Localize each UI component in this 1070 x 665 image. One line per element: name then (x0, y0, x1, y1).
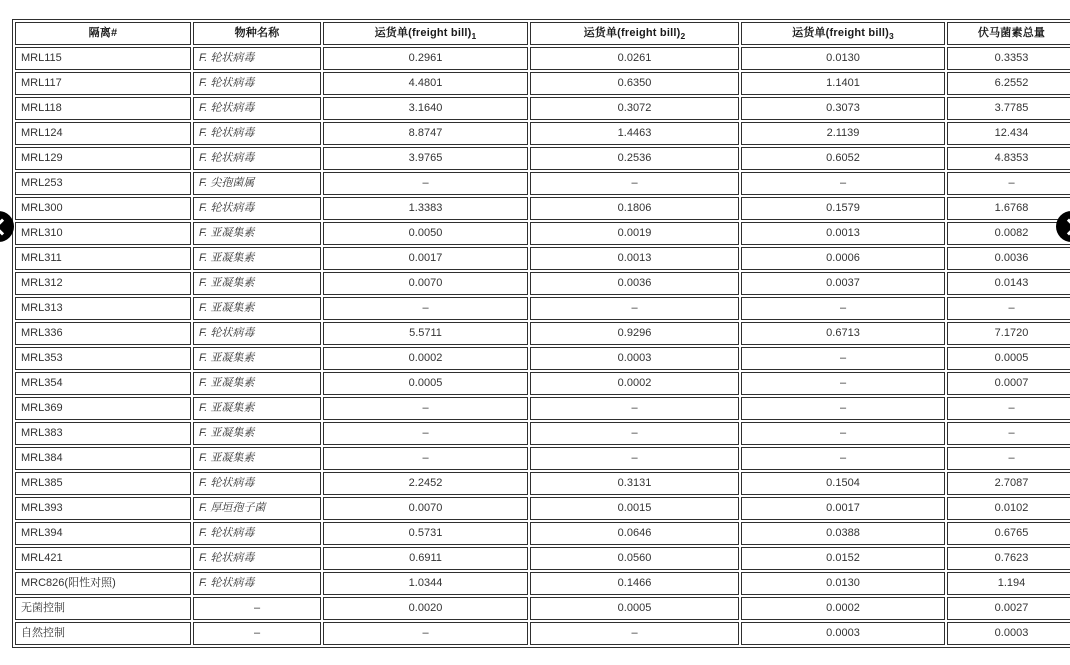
freight-bill-3-cell: 0.3073 (741, 97, 945, 120)
table-row (15, 172, 1070, 195)
freight-bill-3-cell: – (741, 297, 945, 320)
isolate-cell: MRL312 (15, 272, 191, 295)
species-cell: F. 亚凝集素 (193, 247, 321, 270)
freight-bill-3-cell: 1.1401 (741, 72, 945, 95)
total-fumonisin-cell: 0.0082 (947, 222, 1070, 245)
species-cell: – (193, 622, 321, 645)
total-fumonisin-cell: 0.6765 (947, 522, 1070, 545)
isolate-cell: MRL394 (15, 522, 191, 545)
column-header-label: 物种名称 (234, 27, 280, 39)
freight-bill-2-cell: – (530, 622, 739, 645)
species-cell: F. 亚凝集素 (193, 422, 321, 445)
column-header-label: 隔离# (88, 27, 118, 39)
isolate-cell: MRL313 (15, 297, 191, 320)
freight-bill-3-cell: 0.0003 (741, 622, 945, 645)
chevron-left-icon (0, 218, 10, 235)
species-cell: F. 轮状病毒 (193, 522, 321, 545)
isolate-cell: MRL353 (15, 347, 191, 370)
freight-bill-2-cell: – (530, 297, 739, 320)
total-fumonisin-cell: 0.0143 (947, 272, 1070, 295)
freight-bill-2-cell: 0.0019 (530, 222, 739, 245)
species-cell: – (193, 597, 321, 620)
isolate-cell: 无菌控制 (15, 597, 191, 620)
column-header (323, 22, 528, 45)
species-cell: F. 亚凝集素 (193, 447, 321, 470)
freight-bill-2-cell: 0.0646 (530, 522, 739, 545)
table-row (15, 572, 1070, 595)
total-fumonisin-cell: – (947, 422, 1070, 445)
freight-bill-2-cell: – (530, 447, 739, 470)
table-row (15, 547, 1070, 570)
freight-bill-1-cell: 4.4801 (323, 72, 528, 95)
column-header (947, 22, 1070, 45)
freight-bill-3-cell: – (741, 172, 945, 195)
isolate-cell: MRC826(阳性对照) (15, 572, 191, 595)
isolate-cell: MRL253 (15, 172, 191, 195)
isolate-cell: MRL129 (15, 147, 191, 170)
species-cell: F. 亚凝集素 (193, 372, 321, 395)
freight-bill-2-cell: 0.3131 (530, 472, 739, 495)
table-row (15, 597, 1070, 620)
freight-bill-1-cell: – (323, 422, 528, 445)
column-header-label: 运货单(freight bill) (792, 27, 889, 39)
freight-bill-2-cell: 1.4463 (530, 122, 739, 145)
freight-bill-3-cell: 0.6052 (741, 147, 945, 170)
freight-bill-1-cell: 0.0070 (323, 497, 528, 520)
isolate-cell: MRL311 (15, 247, 191, 270)
freight-bill-3-cell: – (741, 372, 945, 395)
freight-bill-2-cell: 0.0261 (530, 47, 739, 70)
species-cell: F. 轮状病毒 (193, 322, 321, 345)
total-fumonisin-cell: 0.0102 (947, 497, 1070, 520)
freight-bill-3-cell: 0.0130 (741, 572, 945, 595)
isolate-cell: 自然控制 (15, 622, 191, 645)
table-row (15, 322, 1070, 345)
freight-bill-1-cell: – (323, 397, 528, 420)
isolate-cell: MRL383 (15, 422, 191, 445)
species-cell: F. 亚凝集素 (193, 297, 321, 320)
freight-bill-2-cell: 0.0013 (530, 247, 739, 270)
isolate-cell: MRL300 (15, 197, 191, 220)
freight-bill-3-cell: 0.0013 (741, 222, 945, 245)
fumonisin-table (12, 19, 1070, 648)
isolate-cell: MRL369 (15, 397, 191, 420)
species-cell: F. 轮状病毒 (193, 472, 321, 495)
table-row (15, 447, 1070, 470)
column-header-label: 运货单(freight bill) (374, 27, 472, 39)
table-row (15, 472, 1070, 495)
freight-bill-2-cell: 0.0002 (530, 372, 739, 395)
isolate-cell: MRL421 (15, 547, 191, 570)
freight-bill-1-cell: 1.0344 (323, 572, 528, 595)
isolate-cell: MRL117 (15, 72, 191, 95)
column-header (741, 22, 945, 45)
total-fumonisin-cell: 1.194 (947, 572, 1070, 595)
total-fumonisin-cell: 3.7785 (947, 97, 1070, 120)
total-fumonisin-cell: – (947, 447, 1070, 470)
species-cell: F. 轮状病毒 (193, 72, 321, 95)
table-row (15, 272, 1070, 295)
total-fumonisin-cell: 7.1720 (947, 322, 1070, 345)
column-header-label: 伏马菌素总量 (977, 27, 1046, 39)
freight-bill-1-cell: 0.6911 (323, 547, 528, 570)
freight-bill-1-cell: 0.2961 (323, 47, 528, 70)
species-cell: F. 亚凝集素 (193, 272, 321, 295)
species-cell: F. 轮状病毒 (193, 147, 321, 170)
table-row (15, 297, 1070, 320)
table-row (15, 422, 1070, 445)
freight-bill-3-cell: 0.0130 (741, 47, 945, 70)
freight-bill-2-cell: 0.0003 (530, 347, 739, 370)
chevron-right-icon (1060, 218, 1070, 235)
total-fumonisin-cell: 0.0007 (947, 372, 1070, 395)
species-cell: F. 亚凝集素 (193, 397, 321, 420)
freight-bill-2-cell: 0.3072 (530, 97, 739, 120)
freight-bill-2-cell: – (530, 172, 739, 195)
freight-bill-1-cell: 5.5711 (323, 322, 528, 345)
column-header-label: 运货单(freight bill) (583, 27, 681, 39)
table-row (15, 522, 1070, 545)
isolate-cell: MRL354 (15, 372, 191, 395)
table-row (15, 497, 1070, 520)
freight-bill-1-cell: 3.1640 (323, 97, 528, 120)
isolate-cell: MRL336 (15, 322, 191, 345)
table-row (15, 147, 1070, 170)
freight-bill-1-cell: – (323, 297, 528, 320)
total-fumonisin-cell: 0.0036 (947, 247, 1070, 270)
total-fumonisin-cell: 0.0005 (947, 347, 1070, 370)
freight-bill-1-cell: 0.0070 (323, 272, 528, 295)
table-row (15, 72, 1070, 95)
isolate-cell: MRL393 (15, 497, 191, 520)
freight-bill-1-cell: – (323, 622, 528, 645)
freight-bill-1-cell: 2.2452 (323, 472, 528, 495)
freight-bill-1-cell: 0.0017 (323, 247, 528, 270)
isolate-cell: MRL310 (15, 222, 191, 245)
freight-bill-3-cell: – (741, 447, 945, 470)
species-cell: F. 厚垣孢子菌 (193, 497, 321, 520)
total-fumonisin-cell: 0.0003 (947, 622, 1070, 645)
isolate-cell: MRL115 (15, 47, 191, 70)
freight-bill-2-cell: 0.6350 (530, 72, 739, 95)
freight-bill-3-cell: 0.0002 (741, 597, 945, 620)
freight-bill-3-cell: – (741, 397, 945, 420)
freight-bill-1-cell: 1.3383 (323, 197, 528, 220)
freight-bill-2-cell: 0.0015 (530, 497, 739, 520)
column-header (530, 22, 739, 45)
column-header (15, 22, 191, 45)
freight-bill-1-cell: 0.0005 (323, 372, 528, 395)
total-fumonisin-cell: – (947, 172, 1070, 195)
total-fumonisin-cell: 0.7623 (947, 547, 1070, 570)
freight-bill-3-cell: 0.0017 (741, 497, 945, 520)
column-header-subscript: 1 (471, 31, 477, 42)
table-row (15, 372, 1070, 395)
freight-bill-2-cell: 0.9296 (530, 322, 739, 345)
freight-bill-1-cell: 0.0020 (323, 597, 528, 620)
freight-bill-1-cell: 0.0002 (323, 347, 528, 370)
table-row (15, 197, 1070, 220)
species-cell: F. 轮状病毒 (193, 47, 321, 70)
table-row (15, 347, 1070, 370)
table-row (15, 397, 1070, 420)
total-fumonisin-cell: 6.2552 (947, 72, 1070, 95)
species-cell: F. 轮状病毒 (193, 197, 321, 220)
freight-bill-2-cell: 0.1466 (530, 572, 739, 595)
freight-bill-1-cell: – (323, 447, 528, 470)
table-row (15, 622, 1070, 645)
freight-bill-2-cell: 0.1806 (530, 197, 739, 220)
freight-bill-1-cell: 8.8747 (323, 122, 528, 145)
freight-bill-3-cell: 0.0152 (741, 547, 945, 570)
freight-bill-3-cell: 0.1504 (741, 472, 945, 495)
total-fumonisin-cell: – (947, 297, 1070, 320)
freight-bill-2-cell: 0.0036 (530, 272, 739, 295)
total-fumonisin-cell: 12.434 (947, 122, 1070, 145)
table-row (15, 247, 1070, 270)
freight-bill-3-cell: – (741, 347, 945, 370)
total-fumonisin-cell: – (947, 397, 1070, 420)
species-cell: F. 亚凝集素 (193, 347, 321, 370)
freight-bill-3-cell: 2.1139 (741, 122, 945, 145)
freight-bill-2-cell: 0.0560 (530, 547, 739, 570)
freight-bill-1-cell: – (323, 172, 528, 195)
freight-bill-2-cell: – (530, 397, 739, 420)
table-row (15, 47, 1070, 70)
table-row (15, 122, 1070, 145)
table-header-row (15, 22, 1070, 45)
total-fumonisin-cell: 2.7087 (947, 472, 1070, 495)
species-cell: F. 轮状病毒 (193, 572, 321, 595)
isolate-cell: MRL384 (15, 447, 191, 470)
total-fumonisin-cell: 1.6768 (947, 197, 1070, 220)
isolate-cell: MRL118 (15, 97, 191, 120)
isolate-cell: MRL124 (15, 122, 191, 145)
freight-bill-3-cell: 0.1579 (741, 197, 945, 220)
isolate-cell: MRL385 (15, 472, 191, 495)
freight-bill-3-cell: 0.6713 (741, 322, 945, 345)
freight-bill-1-cell: 0.5731 (323, 522, 528, 545)
freight-bill-1-cell: 3.9765 (323, 147, 528, 170)
total-fumonisin-cell: 4.8353 (947, 147, 1070, 170)
total-fumonisin-cell: 0.3353 (947, 47, 1070, 70)
freight-bill-3-cell: 0.0037 (741, 272, 945, 295)
freight-bill-2-cell: 0.0005 (530, 597, 739, 620)
total-fumonisin-cell: 0.0027 (947, 597, 1070, 620)
column-header (193, 22, 321, 45)
table-row (15, 97, 1070, 120)
freight-bill-3-cell: 0.0388 (741, 522, 945, 545)
species-cell: F. 轮状病毒 (193, 122, 321, 145)
species-cell: F. 轮状病毒 (193, 547, 321, 570)
freight-bill-1-cell: 0.0050 (323, 222, 528, 245)
freight-bill-2-cell: – (530, 422, 739, 445)
table-row (15, 222, 1070, 245)
freight-bill-2-cell: 0.2536 (530, 147, 739, 170)
freight-bill-3-cell: – (741, 422, 945, 445)
species-cell: F. 亚凝集素 (193, 222, 321, 245)
column-header-subscript: 2 (680, 31, 686, 42)
column-header-subscript: 3 (888, 31, 894, 42)
species-cell: F. 尖孢菌属 (193, 172, 321, 195)
species-cell: F. 轮状病毒 (193, 97, 321, 120)
freight-bill-3-cell: 0.0006 (741, 247, 945, 270)
